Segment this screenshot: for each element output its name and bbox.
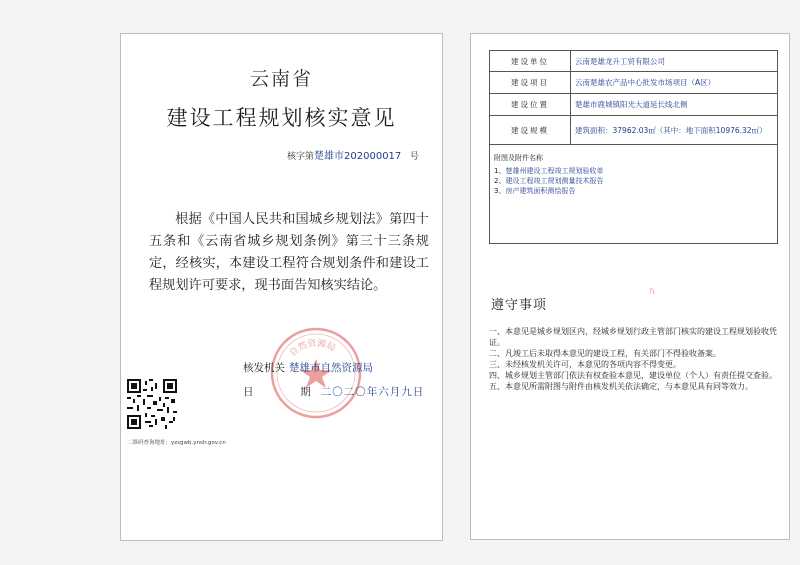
row-label: 建设位置 bbox=[490, 94, 571, 116]
attachment-text: 建设工程竣工规划测量技术报告 bbox=[505, 177, 604, 185]
red-ink-mark: ﾊ bbox=[649, 285, 655, 298]
number-prefix: 核字第 bbox=[287, 152, 315, 162]
list-item: 二、凡竣工后未取得本意见的建设工程，有关部门不得验收备案。 bbox=[489, 349, 721, 358]
province-heading: 云南省 bbox=[249, 68, 313, 90]
row-value: 云南楚雄农产品中心批发市场项目（A区） bbox=[571, 72, 778, 94]
row-value: 建筑面积：37962.03㎡（其中：地下面积10976.32㎡） bbox=[571, 116, 778, 145]
attachment-text: 房产建筑面积测绘报告 bbox=[505, 187, 576, 195]
row-value: 楚雄市鹿城镇阳光大道延长线北侧 bbox=[571, 94, 778, 116]
right-page bbox=[470, 33, 790, 540]
svg-text:自然资源局 bbox=[287, 337, 338, 359]
document-title: 建设工程规划核实意见 bbox=[166, 106, 397, 130]
list-item bbox=[494, 176, 773, 186]
seal-text: 自然资源局 bbox=[287, 338, 337, 359]
table-row bbox=[490, 51, 778, 72]
notice-heading: 遵守事项 bbox=[491, 298, 548, 313]
qr-caption: 二维码查询地址：yzsgwb.ynslr.gov.cn bbox=[127, 440, 226, 446]
table-row bbox=[490, 116, 778, 145]
date-line bbox=[243, 384, 424, 399]
list-item bbox=[494, 186, 773, 196]
body-text: 根据《中国人民共和国城乡规划法》第四十五条和《云南省城乡规划条例》第三十三条规定，经核实，本建设工程符合规划条件和建设工程规划许可要求，现书面告知核实结论。 bbox=[149, 212, 429, 293]
attachments-row bbox=[490, 145, 778, 244]
issuer-line bbox=[243, 360, 373, 375]
list-item: 四、城乡规划主管部门依法有权查验本意见，建设单位（个人）有责任提交查验。 bbox=[489, 371, 777, 380]
list-item: 三、未经核发机关许可，本意见的各项内容不得变更。 bbox=[489, 360, 681, 369]
document-number bbox=[287, 147, 419, 162]
attachment-num: 1、 bbox=[494, 167, 506, 175]
project-info-table bbox=[489, 50, 778, 244]
row-label: 建设项目 bbox=[490, 72, 571, 94]
attachments-title: 附图及附件名称 bbox=[494, 154, 543, 162]
qr-code-icon bbox=[127, 379, 177, 429]
issuer-value: 楚雄市自然资源局 bbox=[289, 362, 373, 374]
table-row bbox=[490, 94, 778, 116]
attachment-num: 2、 bbox=[494, 177, 506, 185]
row-label: 建设规模 bbox=[490, 116, 571, 145]
body-paragraph bbox=[149, 209, 429, 297]
left-page bbox=[120, 33, 443, 541]
number-suffix: 号 bbox=[409, 152, 419, 162]
date-label-2: 期 bbox=[300, 386, 311, 398]
number-value: 楚雄市202000017 bbox=[314, 151, 402, 162]
date-label-1: 日 bbox=[243, 386, 254, 398]
notice-list bbox=[489, 326, 777, 392]
list-item: 一、本意见是城乡规划区内，经城乡规划行政主管部门核实的建设工程规划验收凭证。 bbox=[489, 327, 777, 347]
list-item bbox=[494, 166, 773, 176]
date-value: 二〇二〇年六月九日 bbox=[320, 386, 425, 398]
attachment-text: 楚雄州建设工程竣工规划验收单 bbox=[505, 167, 604, 175]
attachments-cell bbox=[490, 145, 778, 244]
list-item: 五、本意见所需附图与附件由核发机关依法确定，与本意见具有同等效力。 bbox=[489, 382, 753, 391]
row-value: 云南楚雄龙升工贸有限公司 bbox=[571, 51, 778, 72]
row-label: 建设单位 bbox=[490, 51, 571, 72]
attachment-num: 3、 bbox=[494, 187, 506, 195]
table-row bbox=[490, 72, 778, 94]
issuer-label: 核发机关 bbox=[243, 362, 285, 374]
